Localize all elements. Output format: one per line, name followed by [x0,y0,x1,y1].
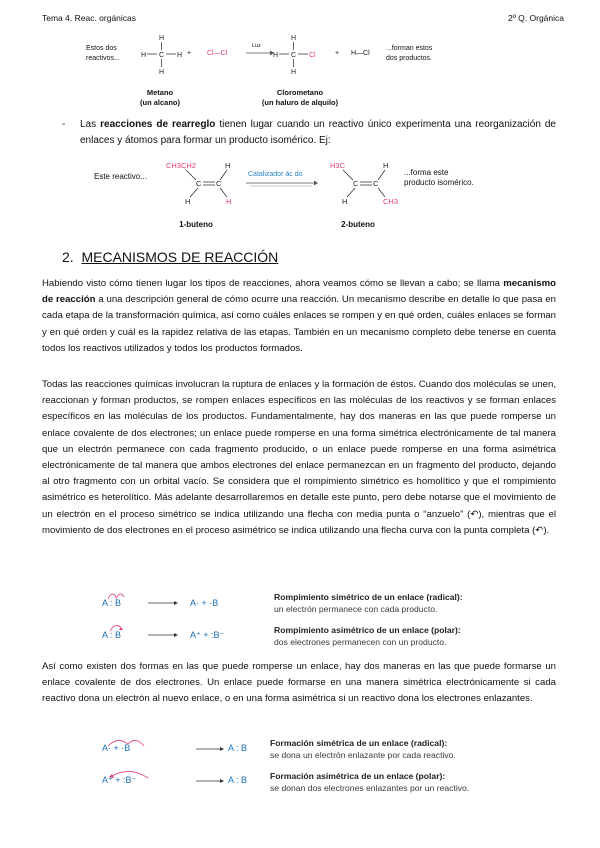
svg-text:H: H [225,161,231,170]
svg-text:H: H [291,69,297,76]
svg-text:H: H [185,197,191,206]
break-homolytic-left: A : B [102,598,122,608]
methane-h-right: H [177,52,183,59]
chloromethane-name: Clorometano [276,88,324,97]
svg-text:H: H [226,197,232,206]
scheme1-hcl: H—Cl [351,50,370,57]
svg-text:C: C [373,179,379,188]
scheme1-arrow-label: Luz [252,43,261,49]
header-right: 2º Q. Orgánica [507,13,564,23]
chloromethane-desc: (un haluro de alquilo) [261,98,339,107]
butene2-methyl-a: H3C [330,161,346,170]
rearrangement-paragraph: Las reacciones de rearreglo tienen lugar cuando un reactivo único experimenta una reorganización de enlaces y átomos para formar un producto isomérico. Ej: [80,119,556,147]
svg-text:H: H [383,161,389,170]
butene1-ethyl: CH3CH2 [166,161,197,170]
svg-text:C: C [291,52,297,59]
form-homolytic-left: A· + ·B [102,743,131,753]
section-title: MECANISMOS DE REACCIÓN [81,249,279,265]
methane-h-left: H [141,52,147,59]
section-number: 2. [62,249,74,265]
form-homolytic-caption: Formación simétrica de un enlace (radical): se dona un electrón enlazante por cada reactivo. [270,738,456,760]
methane-c: C [159,52,165,59]
scheme1-intro: Estos dos reactivos... [86,45,120,62]
form-heterolytic-caption: Formación asimétrica de un enlace (polar): se donan dos electrones enlazantes por un reactivo. [270,771,470,793]
header-left: Tema 4. Reac. orgánicas [42,13,137,23]
break-heterolytic-products: A⁺ + :B⁻ [190,630,225,640]
form-heterolytic-left: A⁺ + :B⁻ [102,775,137,785]
methane-name: Metano [146,88,174,97]
break-homolytic-products: A· + ·B [190,598,219,608]
scheme2-intro: Este reactivo... [94,172,147,181]
svg-text:C: C [353,179,359,188]
svg-text:H: H [291,35,297,42]
butene2-methyl-b: CH3 [383,197,399,206]
paragraph-bonds: Todas las reacciones químicas involucran la ruptura de enlaces y la formación de éstos. Cuando dos moléculas se unen, reaccionan y forman productos, se rompen enlaces específicos en las moléculas de los reactivos y se forman enlaces específicos en las moléculas de los productos. Fundamentalmente, hay dos maneras en las que puede romperse un enlace covalente de dos electrones; un enlace puede romperse en una forma simétrica electrónicamente de tal manera que un electrón permanece con cada fragmento producido, o un enlace puede romperse en una forma asimétrica electrónicamente de tal manera que ambos electrones del enlace permanezcan en un fragmento del producto, dejando al otro fragmento con un orbital vacío. Se considera que el rompimiento simétrico es homolítico y que el rompimiento asimétrico es heterolítico. Más adelante desarrollaremos en detalle este punto, pero debe notarse que el movimiento de un electrón en el proceso simétrico se indica utilizando una flecha con media punta o “anzuelo” (↶), mientras que el movimiento de dos electrones en el proceso asimétrico se indica utilizando una flecha curva con la punta completa (↶). [42,379,556,536]
svg-text:C: C [196,179,202,188]
scheme2-outro: ...forma este producto isomérico. [404,168,474,187]
bullet-dash: - [62,119,66,130]
scheme1-plus2: + [335,50,340,57]
scheme1-plus1: + [187,50,192,57]
rearrangement-term: reacciones de rearreglo [100,119,216,130]
break-homolytic-caption: Rompimiento simétrico de un enlace (radical): un electrón permanece con cada producto. [274,592,463,614]
form-homolytic-product: A : B [228,743,248,753]
methane-desc: (un alcano) [139,98,180,107]
svg-text:C: C [216,179,222,188]
section-heading [62,249,278,265]
svg-text:Cl: Cl [309,52,316,59]
break-heterolytic-left: A : B [102,630,122,640]
svg-text:H: H [273,52,279,59]
butene1-name: 1-buteno [179,220,213,229]
form-heterolytic-product: A : B [228,775,248,785]
scheme2-arrow-label: Catalizador ác do [248,171,303,178]
scheme1-outro: ...forman estos dos productos. [386,45,433,62]
scheme2-structures [160,158,420,214]
paragraph-mechanism: Habiendo visto cómo tienen lugar los tipos de reacciones, ahora veamos cómo se llevan a cabo; se llama mecanismo de reacción a una descripción general de cómo ocurre una reacción. Un mecanismo describe en detalle lo que pasa en cada etapa de la transformación química, así como cuáles enlaces se rompen y en qué orden, cuáles enlaces se forman y en qué orden y cuál es la rapidez relativa de las etapas. También en un mecanismo completo debe tenerse en cuenta todos los reactivos utilizados y todos los productos formados. [42,278,557,354]
paragraph-formation: Así como existen dos formas en las que puede romperse un enlace, hay dos maneras en las que puede formarse un enlace covalente de dos electrones. Un enlace puede formarse en una manera simétrica electrónicamente si cada reactivo dona un electrón al nuevo enlace, o en una forma asimétrica si un reactivo dona los electrones enlazantes. [42,661,556,705]
methane-h-top: H [159,35,165,42]
butene2-name: 2-buteno [341,220,375,229]
mechanism-term: mecanismo de reacción [42,278,556,306]
scheme1-reagent: Cl—Cl [207,50,228,57]
methane-h-bottom: H [159,69,165,76]
svg-text:H: H [342,197,348,206]
break-heterolytic-caption: Rompimiento asimétrico de un enlace (polar): dos electrones permanecen con un producto. [274,625,461,647]
